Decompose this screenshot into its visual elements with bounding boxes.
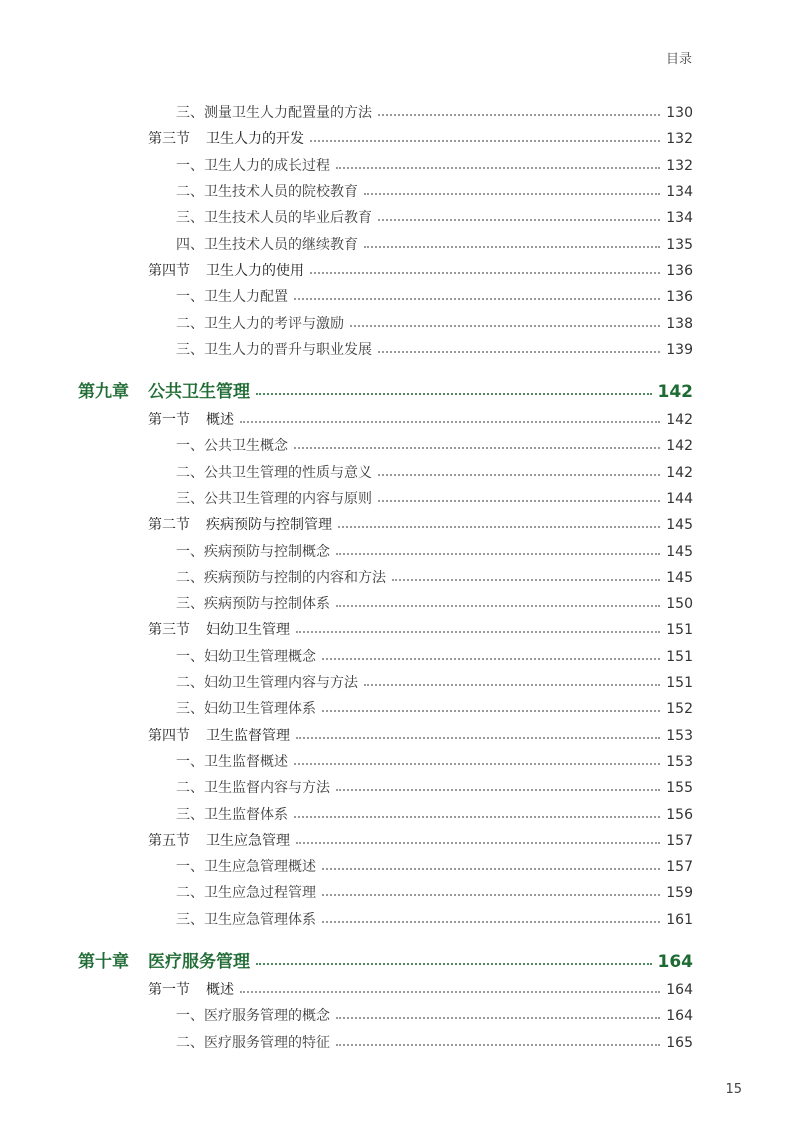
toc-page-number: 142 (657, 381, 693, 402)
dot-leader (294, 447, 660, 449)
running-header: 目录 (665, 52, 692, 67)
dot-leader (378, 351, 660, 353)
toc-page-number: 130 (666, 105, 693, 122)
toc-page-number: 145 (666, 569, 693, 586)
toc-item-row[interactable] (78, 565, 693, 591)
dot-leader (336, 1017, 660, 1019)
toc-item-row[interactable] (78, 284, 693, 310)
dot-leader (294, 816, 660, 818)
toc-section-number: 第三节 (148, 131, 190, 148)
dot-leader (256, 963, 652, 965)
dot-leader (296, 631, 660, 633)
dot-leader (322, 868, 660, 870)
toc-item-row[interactable] (78, 880, 693, 906)
toc-page-number: 159 (666, 885, 693, 902)
dot-leader (310, 272, 660, 274)
dot-leader (338, 526, 660, 528)
toc-section-number: 第五节 (148, 832, 190, 849)
dot-leader (350, 325, 660, 327)
toc-item-title: 三、卫生技术人员的毕业后教育 (176, 210, 372, 227)
toc-item-row[interactable] (78, 670, 693, 696)
toc-item-row[interactable] (78, 749, 693, 775)
toc-section-title: 卫生应急管理 (206, 832, 290, 849)
toc-item-title: 二、医疗服务管理的特征 (176, 1034, 330, 1051)
toc-page-number: 164 (666, 982, 693, 999)
toc-chapter-row[interactable] (78, 947, 693, 977)
toc-item-row[interactable] (78, 205, 693, 231)
toc-item-row[interactable] (78, 486, 693, 512)
dot-leader (322, 921, 660, 923)
toc-page-number: 139 (666, 341, 693, 358)
dot-leader (392, 579, 660, 581)
dot-leader (322, 658, 660, 660)
dot-leader (378, 500, 660, 502)
dot-leader (378, 114, 660, 116)
toc-page-number: 155 (666, 780, 693, 797)
toc-page-number: 153 (666, 727, 693, 744)
toc-chapter-number: 第十章 (78, 951, 129, 972)
toc-item-row[interactable] (78, 231, 693, 257)
toc-item-title: 二、卫生技术人员的院校教育 (176, 184, 358, 201)
toc-chapter-number: 第九章 (78, 381, 129, 402)
toc-item-title: 二、卫生监督内容与方法 (176, 780, 330, 797)
toc-section-row[interactable] (78, 828, 693, 854)
toc-section-row[interactable] (78, 126, 693, 152)
toc-item-title: 一、疾病预防与控制概念 (176, 543, 330, 560)
toc-item-row[interactable] (78, 1030, 693, 1056)
toc-item-title: 二、疾病预防与控制的内容和方法 (176, 569, 386, 586)
toc-page-number: 142 (666, 412, 693, 429)
toc-item-title: 一、卫生应急管理概述 (176, 859, 316, 876)
toc-page-number: 144 (666, 491, 693, 507)
toc-item-title: 三、卫生人力的晋升与职业发展 (176, 341, 372, 358)
toc-page-number: 142 (666, 438, 693, 455)
toc-page-number: 153 (666, 753, 693, 770)
toc-item-row[interactable] (78, 538, 693, 564)
toc-page-number: 134 (666, 184, 693, 201)
toc-item-row[interactable] (78, 1003, 693, 1029)
dot-leader (240, 421, 660, 423)
toc-item-title: 三、卫生监督体系 (176, 806, 288, 823)
toc-item-title: 一、卫生人力的成长过程 (176, 157, 330, 174)
toc-item-row[interactable] (78, 696, 693, 722)
toc-item-title: 一、公共卫生概念 (176, 438, 288, 455)
toc-chapter-title: 医疗服务管理 (148, 951, 250, 972)
toc-item-title: 二、公共卫生管理的性质与意义 (176, 464, 372, 481)
toc-item-title: 三、公共卫生管理的内容与原则 (176, 491, 372, 507)
toc-item-row[interactable] (78, 460, 693, 486)
toc-section-row[interactable] (78, 512, 693, 538)
toc-section-row[interactable] (78, 407, 693, 433)
toc-page-number: 150 (666, 596, 693, 613)
toc-item-title: 二、卫生人力的考评与激励 (176, 315, 344, 332)
toc-item-row[interactable] (78, 907, 693, 933)
dot-leader (322, 710, 660, 712)
toc-section-title: 妇幼卫生管理 (206, 622, 290, 639)
toc-section-row[interactable] (78, 977, 693, 1003)
dot-leader (256, 393, 652, 395)
toc-item-row[interactable] (78, 775, 693, 801)
toc-item-row[interactable] (78, 591, 693, 617)
toc-page-number: 151 (666, 622, 693, 639)
toc-page-number: 142 (666, 464, 693, 481)
toc-section-row[interactable] (78, 723, 693, 749)
toc-page-number: 145 (666, 517, 693, 534)
toc-item-title: 三、疾病预防与控制体系 (176, 596, 330, 613)
toc-page-number: 132 (666, 157, 693, 174)
toc-item-title: 二、妇幼卫生管理内容与方法 (176, 675, 358, 692)
dot-leader (294, 763, 660, 765)
toc-page-number: 165 (666, 1034, 693, 1051)
toc-item-row[interactable] (78, 179, 693, 205)
dot-leader (322, 894, 660, 896)
toc-section-title: 概述 (206, 982, 234, 999)
toc-item-row[interactable] (78, 310, 693, 336)
toc-section-title: 卫生监督管理 (206, 727, 290, 744)
toc-item-title: 一、卫生人力配置 (176, 289, 288, 306)
dot-leader (378, 219, 660, 221)
toc-chapter-title: 公共卫生管理 (148, 381, 250, 402)
dot-leader (296, 737, 660, 739)
table-of-contents (78, 100, 693, 1056)
toc-page-number: 136 (666, 289, 693, 306)
dot-leader (240, 991, 660, 993)
toc-section-title: 卫生人力的使用 (206, 262, 304, 279)
toc-item-row[interactable] (78, 100, 693, 126)
toc-item-title: 一、卫生监督概述 (176, 753, 288, 770)
dot-leader (336, 1044, 660, 1046)
toc-section-number: 第四节 (148, 727, 190, 744)
toc-page-number: 164 (657, 951, 693, 972)
toc-item-title: 四、卫生技术人员的继续教育 (176, 236, 358, 253)
toc-item-title: 一、妇幼卫生管理概念 (176, 648, 316, 665)
toc-section-number: 第四节 (148, 262, 190, 279)
dot-leader (364, 193, 660, 195)
toc-page-number: 138 (666, 315, 693, 332)
toc-item-row[interactable] (78, 433, 693, 459)
dot-leader (336, 789, 660, 791)
toc-item-row[interactable] (78, 854, 693, 880)
dot-leader (296, 842, 660, 844)
toc-page-number: 157 (666, 859, 693, 876)
toc-item-row[interactable] (78, 153, 693, 179)
toc-page-number: 164 (666, 1008, 693, 1025)
dot-leader (310, 140, 660, 142)
dot-leader (364, 246, 660, 248)
toc-page-number: 152 (666, 701, 693, 718)
toc-page-number: 156 (666, 806, 693, 823)
toc-page-number: 136 (666, 262, 693, 279)
toc-page-number: 161 (666, 911, 693, 928)
toc-section-title: 疾病预防与控制管理 (206, 517, 332, 534)
toc-section-number: 第二节 (148, 517, 190, 534)
toc-item-title: 一、医疗服务管理的概念 (176, 1008, 330, 1025)
toc-chapter-row[interactable] (78, 377, 693, 407)
toc-item-title: 三、测量卫生人力配置量的方法 (176, 105, 372, 122)
toc-item-row[interactable] (78, 337, 693, 363)
toc-page-number: 157 (666, 832, 693, 849)
toc-page-number: 135 (666, 236, 693, 253)
toc-item-title: 三、卫生应急管理体系 (176, 911, 316, 928)
toc-page-number: 132 (666, 131, 693, 148)
toc-section-number: 第三节 (148, 622, 190, 639)
toc-item-row[interactable] (78, 644, 693, 670)
page-number: 15 (725, 1082, 742, 1097)
dot-leader (336, 167, 660, 169)
dot-leader (336, 605, 660, 607)
toc-section-title: 卫生人力的开发 (206, 131, 304, 148)
toc-section-number: 第一节 (148, 982, 190, 999)
dot-leader (294, 298, 660, 300)
toc-item-title: 三、妇幼卫生管理体系 (176, 701, 316, 718)
toc-section-row[interactable] (78, 617, 693, 643)
dot-leader (378, 474, 660, 476)
toc-page-number: 151 (666, 675, 693, 692)
toc-section-title: 概述 (206, 412, 234, 429)
toc-section-row[interactable] (78, 258, 693, 284)
toc-page-number: 134 (666, 210, 693, 227)
toc-section-number: 第一节 (148, 412, 190, 429)
dot-leader (336, 553, 660, 555)
dot-leader (364, 684, 660, 686)
toc-page-number: 151 (666, 648, 693, 665)
toc-item-title: 二、卫生应急过程管理 (176, 885, 316, 902)
toc-page-number: 145 (666, 543, 693, 560)
toc-item-row[interactable] (78, 801, 693, 827)
